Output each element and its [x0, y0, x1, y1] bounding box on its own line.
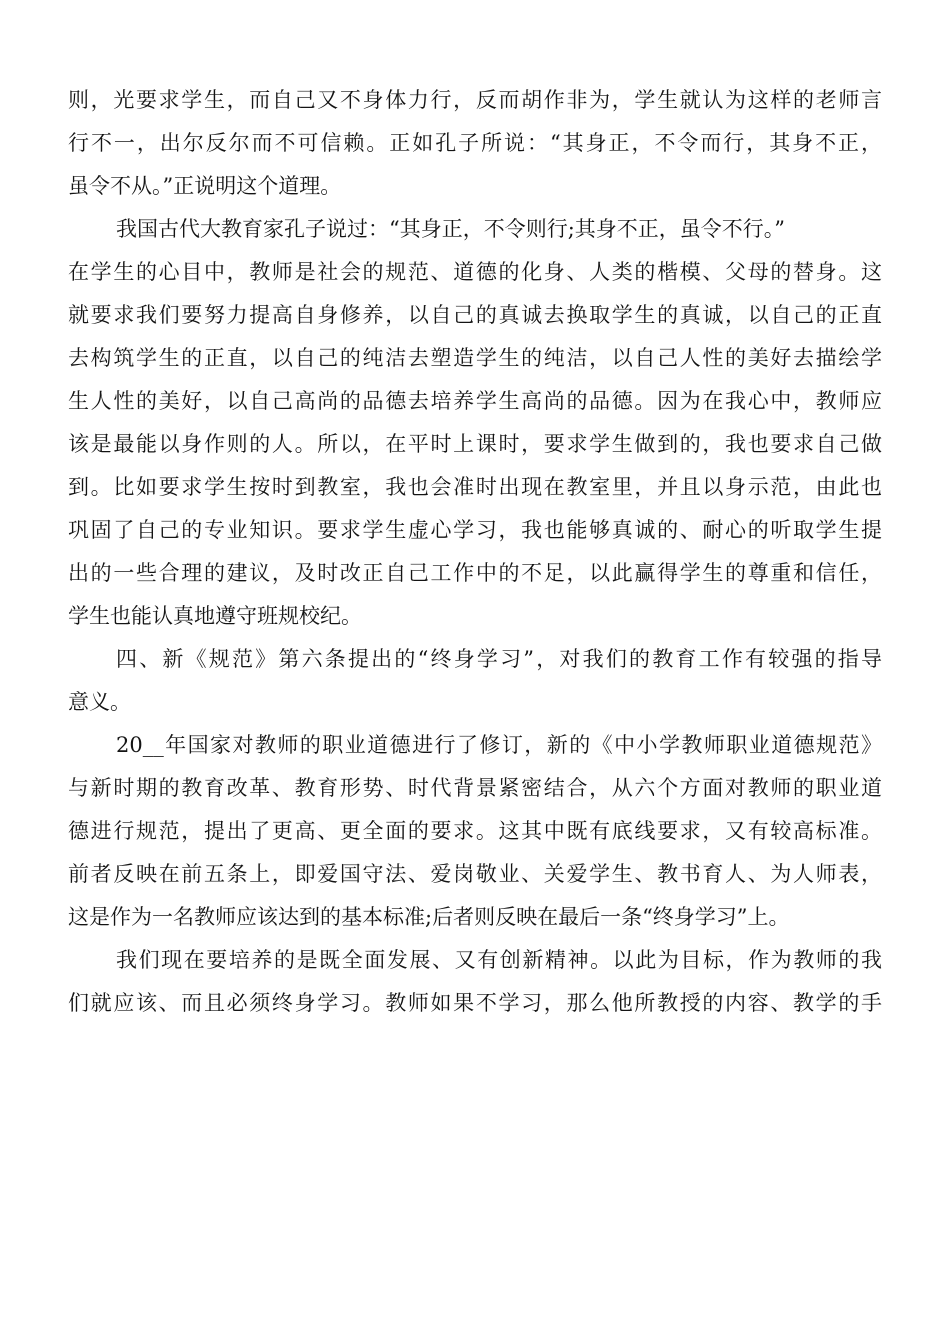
text-line: 这是作为一名教师应该达到的基本标准;后者则反映在最后一条“终身学习”上。 [68, 905, 790, 929]
text-line: 到。比如要求学生按时到教室，我也会准时出现在教室里，并且以身示范，由此也 [68, 475, 882, 499]
text-line: 前者反映在前五条上，即爱国守法、爱岗敬业、关爱学生、教书育人、为人师表， [68, 862, 882, 886]
text-line: 我们现在要培养的是既全面发展、又有创新精神。以此为目标，作为教师的我 [116, 948, 882, 972]
text-line: 们就应该、而且必须终身学习。教师如果不学习，那么他所教授的内容、教学的手 [68, 991, 882, 1015]
text-line: 在学生的心目中，教师是社会的规范、道德的化身、人类的楷模、父母的替身。这 [68, 260, 882, 284]
text-line: 德进行规范，提出了更高、更全面的要求。这其中既有底线要求，又有较高标准。 [68, 819, 882, 843]
text-line: 意义。 [68, 690, 131, 714]
text-line: 巩固了自己的专业知识。要求学生虚心学习，我也能够真诚的、耐心的听取学生提 [68, 518, 882, 542]
text-line: 该是最能以身作则的人。所以，在平时上课时，要求学生做到的，我也要求自己做 [68, 432, 882, 456]
text-line: 就要求我们要努力提高自身修养，以自己的真诚去换取学生的真诚，以自己的正直 [68, 303, 882, 327]
text-line: 我国古代大教育家孔子说过：“其身正，不令则行;其身不正，虽令不行。” [116, 217, 786, 241]
text-line: 虽令不从。”正说明这个道理。 [68, 174, 342, 198]
text-line: 出的一些合理的建议，及时改正自己工作中的不足，以此赢得学生的尊重和信任， [68, 561, 882, 585]
text-line: 与新时期的教育改革、教育形势、时代背景紧密结合，从六个方面对教师的职业道 [68, 776, 882, 800]
text-line: 去构筑学生的正直，以自己的纯洁去塑造学生的纯洁，以自己人性的美好去描绘学 [68, 346, 882, 370]
paragraph-1 [68, 88, 882, 217]
text-line: 20__年国家对教师的职业道德进行了修订，新的《中小学教师职业道德规范》 [116, 733, 882, 757]
text-line: 四、新《规范》第六条提出的“终身学习”，对我们的教育工作有较强的指导 [116, 647, 882, 671]
paragraph-2 [68, 217, 882, 647]
text-line: 则，光要求学生，而自己又不身体力行，反而胡作非为，学生就认为这样的老师言 [68, 88, 882, 112]
text-line: 学生也能认真地遵守班规校纪。 [68, 604, 362, 628]
paragraph-4 [68, 733, 882, 948]
paragraph-3 [68, 647, 882, 733]
document-body [68, 88, 882, 1034]
text-line: 行不一，出尔反尔而不可信赖。正如孔子所说：“其身正，不令而行，其身不正， [68, 131, 882, 155]
text-line: 生人性的美好，以自己高尚的品德去培养学生高尚的品德。因为在我心中，教师应 [68, 389, 882, 413]
paragraph-5 [68, 948, 882, 1034]
